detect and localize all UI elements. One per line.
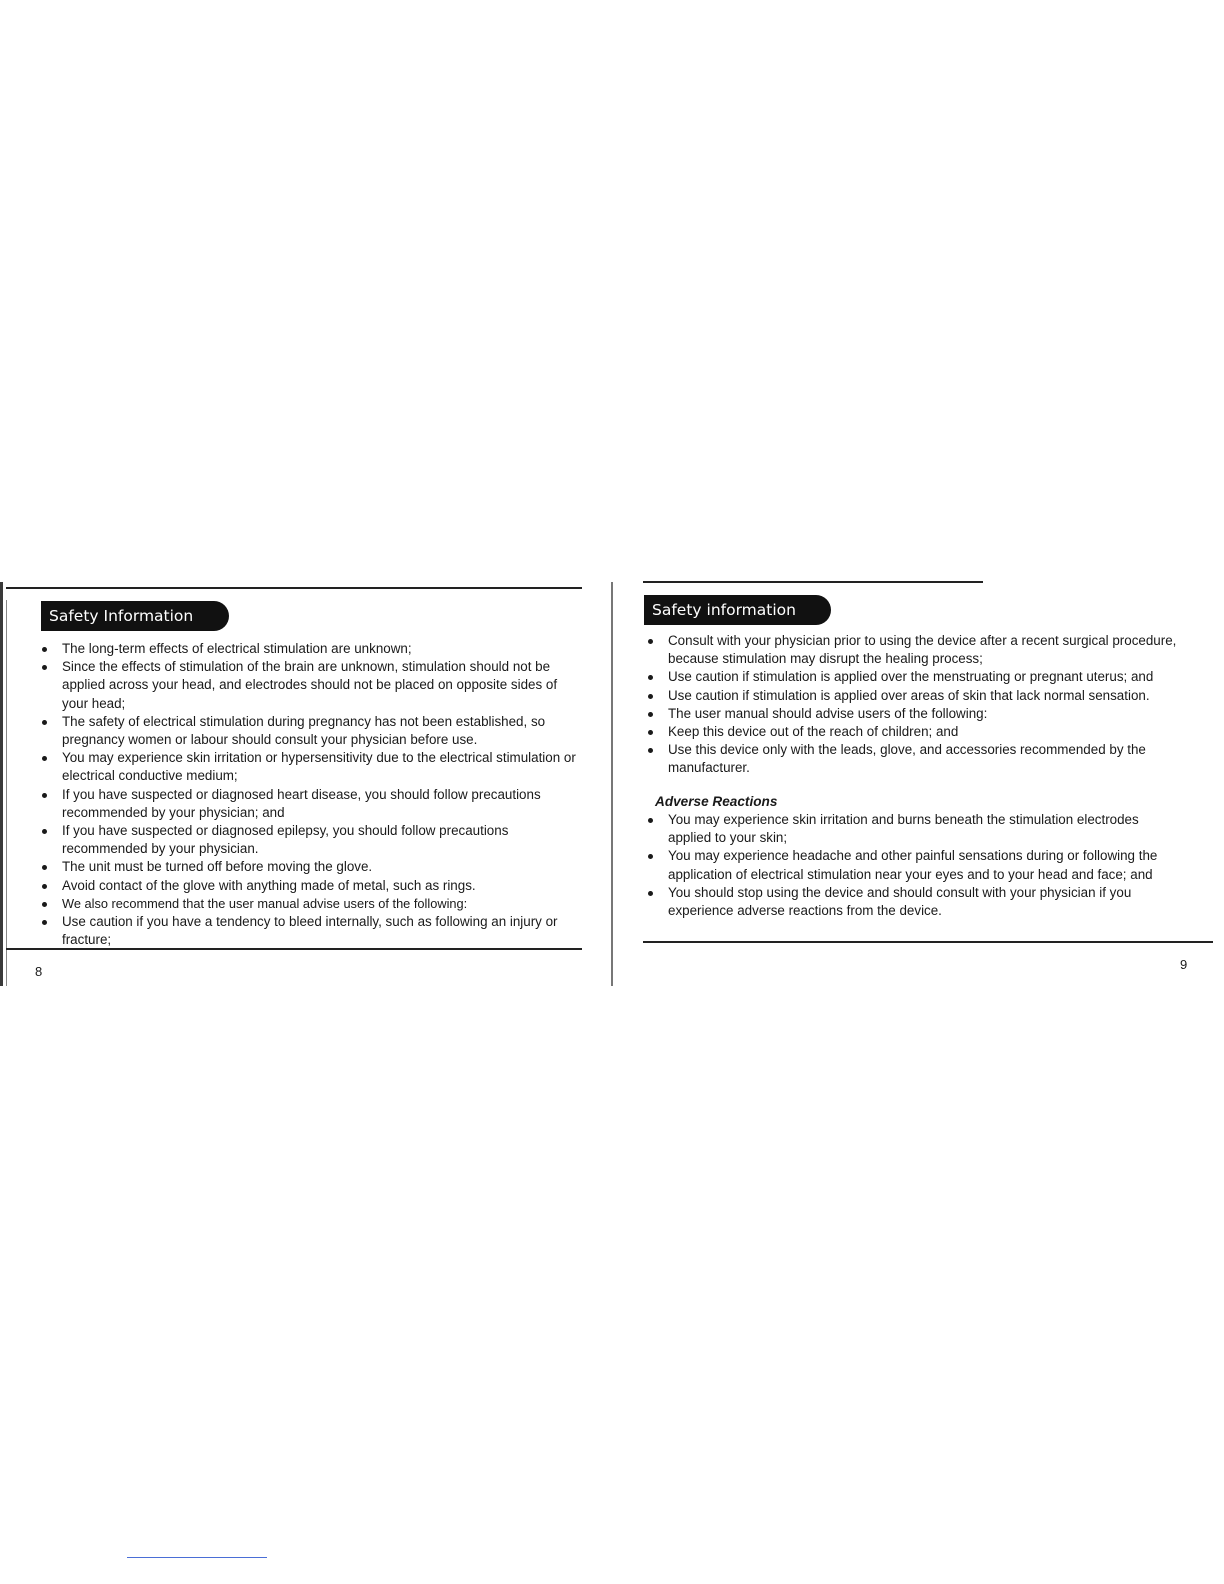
adverse-reactions-subheading: Adverse Reactions — [655, 794, 778, 809]
list-item: Avoid contact of the glove with anything made of metal, such as rings. — [37, 877, 582, 895]
list-item: The unit must be turned off before moving the glove. — [37, 858, 582, 876]
list-item: If you have suspected or diagnosed heart disease, you should follow precautions recommended by your physician; and — [37, 786, 582, 822]
right-page-number: 9 — [1180, 957, 1188, 972]
list-item: Use this device only with the leads, glove, and accessories recommended by the manufacturer. — [643, 741, 1188, 777]
list-item: Keep this device out of the reach of children; and — [643, 723, 1188, 741]
left-scan-edge-inner — [6, 600, 7, 986]
right-bullet-list — [643, 632, 1188, 778]
center-binding-line — [611, 582, 613, 986]
list-item: The safety of electrical stimulation during pregnancy has not been established, so pregnancy women or labour should consult your physician before use. — [37, 713, 582, 749]
list-item: Since the effects of stimulation of the brain are unknown, stimulation should not be applied across your head, and electrodes should not be placed on opposite sides of your head; — [37, 658, 582, 713]
list-item: You should stop using the device and should consult with your physician if you experience adverse reactions from the device. — [643, 884, 1178, 920]
adverse-reactions-list — [643, 811, 1178, 920]
list-item: The long-term effects of electrical stimulation are unknown; — [37, 640, 582, 658]
list-item: Use caution if stimulation is applied over the menstruating or pregnant uterus; and — [643, 668, 1188, 686]
left-top-rule — [6, 587, 582, 589]
list-item: Use caution if stimulation is applied over areas of skin that lack normal sensation. — [643, 687, 1188, 705]
list-item: Consult with your physician prior to using the device after a recent surgical procedure, because stimulation may disrupt the healing process; — [643, 632, 1188, 668]
right-top-rule — [643, 581, 983, 583]
list-item: We also recommend that the user manual advise users of the following: — [37, 895, 582, 913]
list-item: If you have suspected or diagnosed epilepsy, you should follow precautions recommended by your physician. — [37, 822, 582, 858]
list-item: Use caution if you have a tendency to bleed internally, such as following an injury or fracture; — [37, 913, 582, 949]
list-item: You may experience skin irritation and burns beneath the stimulation electrodes applied to your skin; — [643, 811, 1178, 847]
right-bottom-rule — [643, 941, 1213, 943]
left-scan-edge — [0, 582, 3, 986]
list-item: You may experience headache and other painful sensations during or following the application of electrical stimulation near your eyes and to your head and face; and — [643, 847, 1178, 883]
list-item: You may experience skin irritation or hypersensitivity due to the electrical stimulation or electrical conductive medium; — [37, 749, 582, 785]
stray-underline — [127, 1557, 267, 1558]
left-page-number: 8 — [35, 964, 43, 979]
left-page-heading: Safety Information — [41, 601, 229, 631]
left-bullet-list — [37, 640, 582, 949]
list-item: The user manual should advise users of the following: — [643, 705, 1188, 723]
left-bottom-rule — [6, 948, 582, 950]
right-page-heading: Safety information — [644, 595, 831, 625]
